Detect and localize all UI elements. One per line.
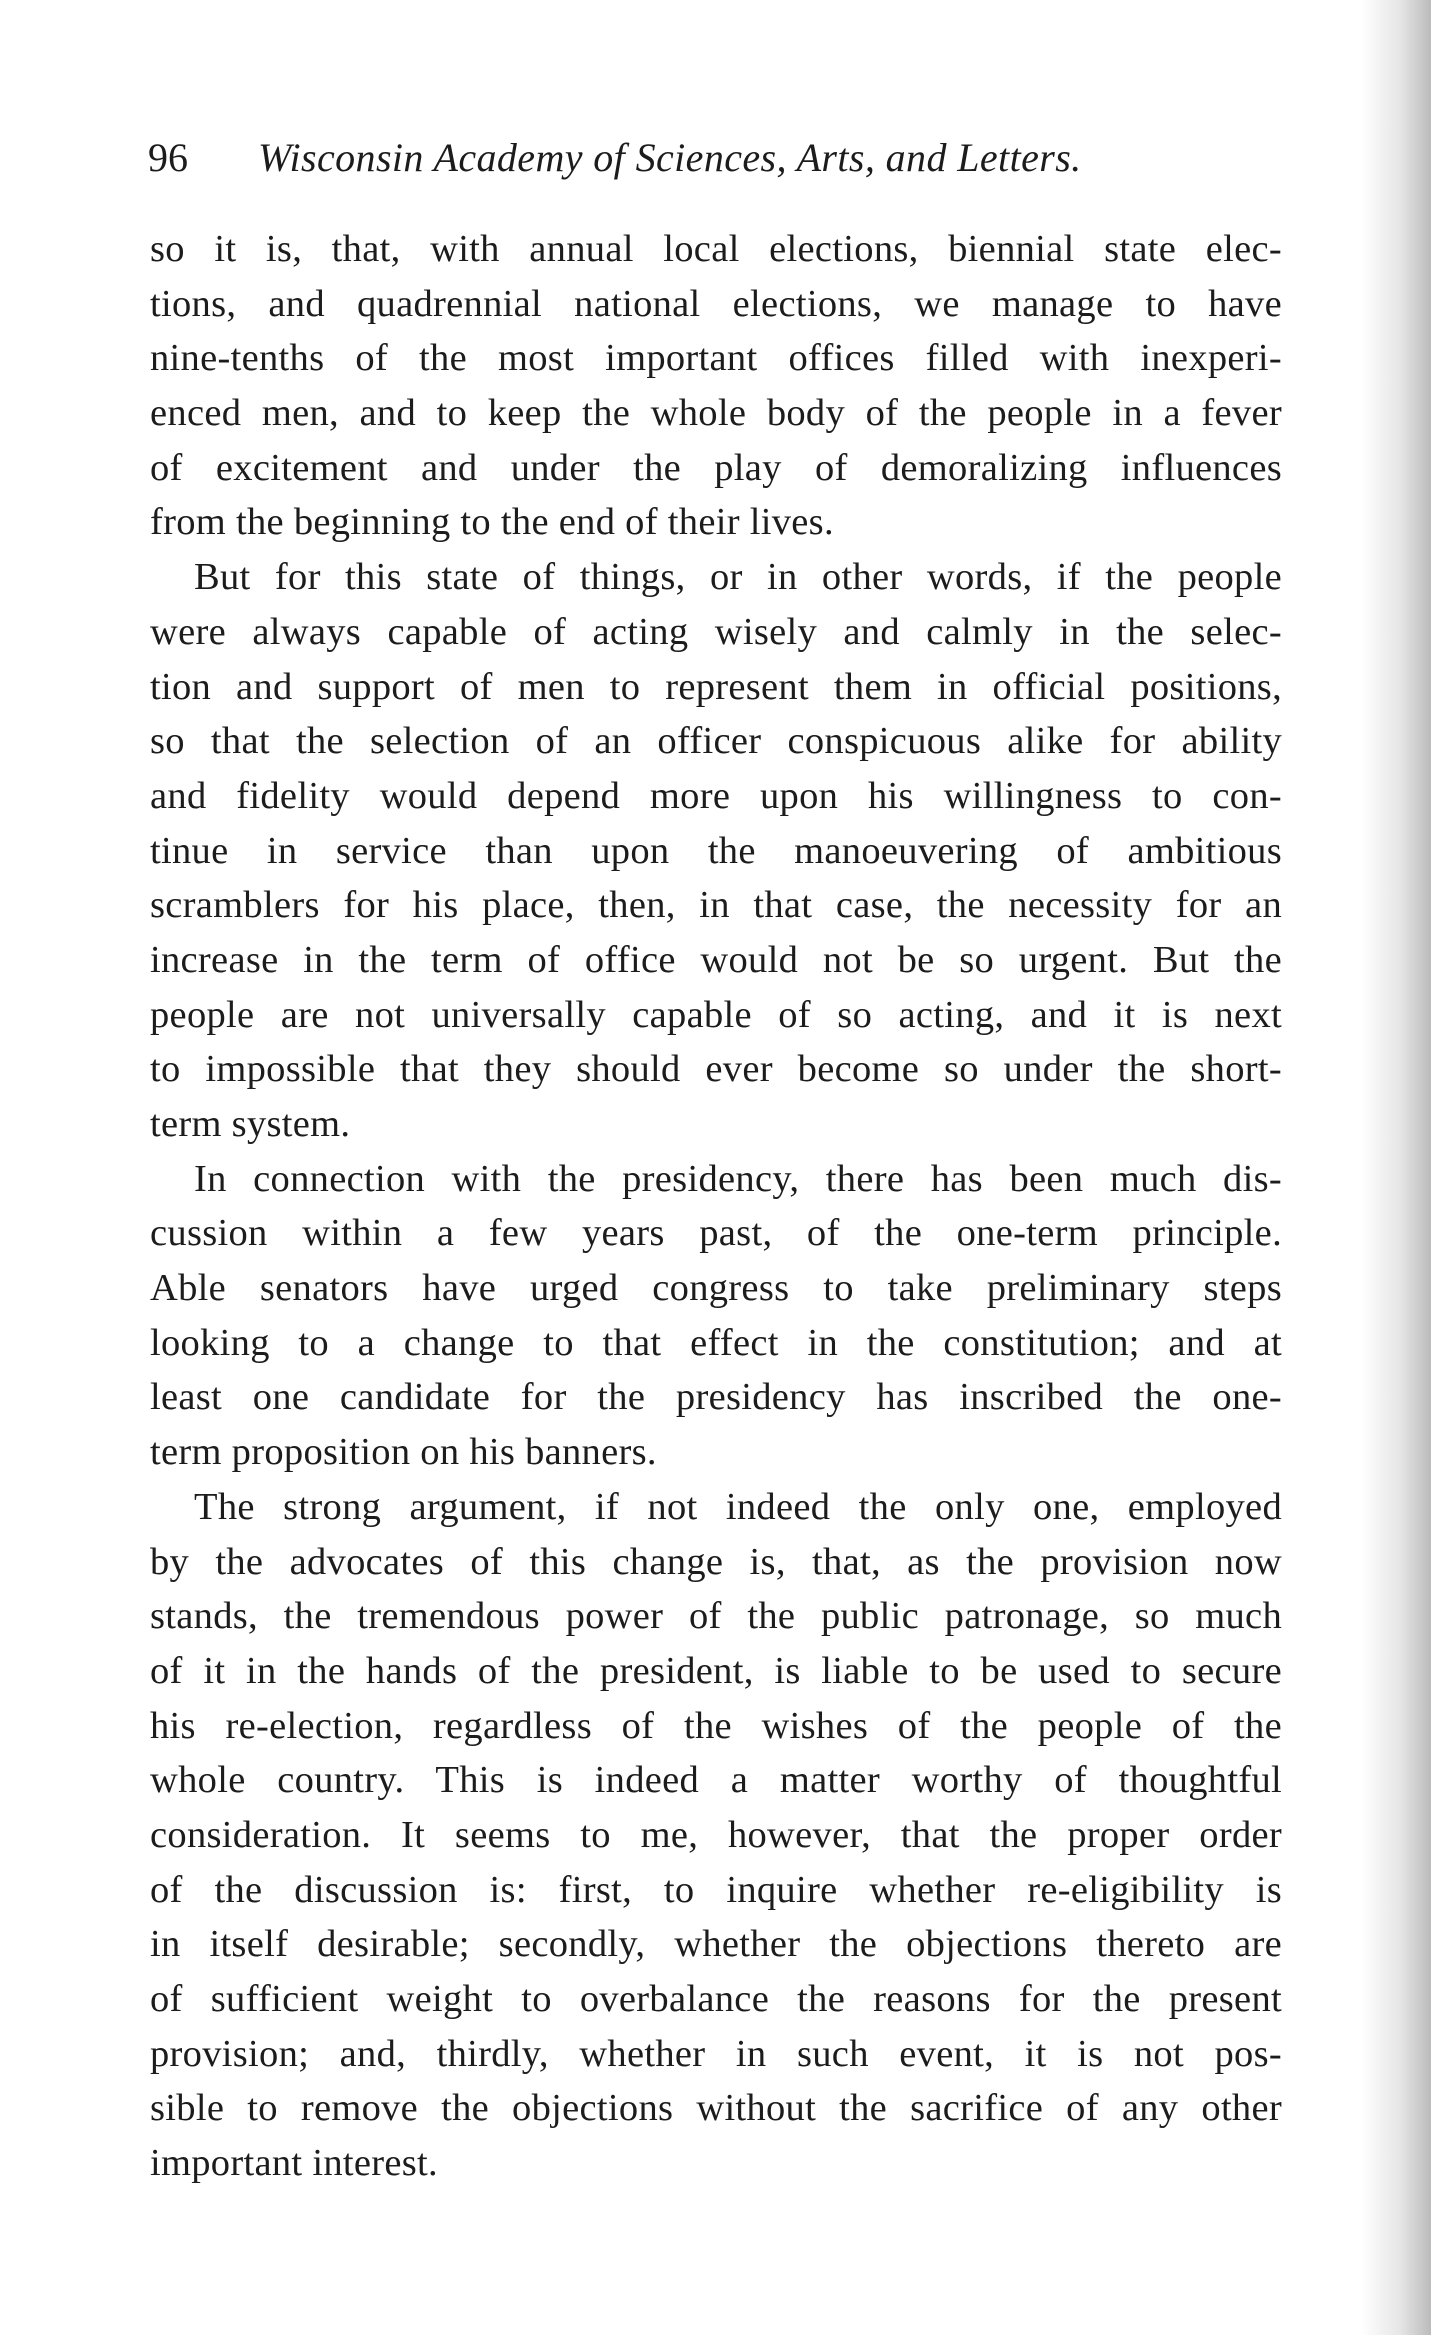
text-line: tinue in service than upon the manoeuvering of ambitious bbox=[150, 829, 1282, 872]
text-line: to impossible that they should ever become so under the short- bbox=[150, 1048, 1282, 1091]
text-line: term system. bbox=[150, 1103, 351, 1145]
text-line: of sufficient weight to overbalance the reasons for the present bbox=[150, 1978, 1282, 2020]
text-line: so that the selection of an officer conspicuous alike for ability bbox=[150, 720, 1282, 763]
text-line: and fidelity would depend more upon his willingness to con- bbox=[150, 774, 1282, 817]
paragraph-3 bbox=[150, 1152, 1282, 1480]
text-line: of it in the hands of the president, is liable to be used to secure bbox=[150, 1649, 1282, 1692]
text-line: stands, the tremendous power of the public patronage, so much bbox=[150, 1595, 1282, 1638]
text-line: important interest. bbox=[150, 2142, 438, 2185]
text-line: tion and support of men to represent them in official positions, bbox=[150, 665, 1282, 708]
paragraph-1 bbox=[150, 222, 1282, 550]
text-line: tions, and quadrennial national elections, we manage to have bbox=[150, 282, 1282, 325]
text-line: whole country. This is indeed a matter worthy of thoughtful bbox=[150, 1759, 1282, 1802]
text-line: scramblers for his place, then, in that case, the necessity for an bbox=[150, 884, 1282, 927]
body-text bbox=[150, 222, 1282, 2191]
text-line: consideration. It seems to me, however, that the proper order bbox=[150, 1813, 1282, 1856]
text-line: looking to a change to that effect in the constitution; and at bbox=[150, 1321, 1282, 1364]
text-line: in itself desirable; secondly, whether the objections thereto are bbox=[150, 1923, 1282, 1966]
text-line: from the beginning to the end of their lives. bbox=[150, 501, 834, 544]
text-line: increase in the term of office would not be so urgent. But the bbox=[150, 938, 1282, 981]
journal-title: Wisconsin Academy of Sciences, Arts, and Letters. bbox=[258, 135, 1082, 180]
text-line: so it is, that, with annual local elections, biennial state elec- bbox=[150, 228, 1282, 270]
text-line: provision; and, thirdly, whether in such event, it is not pos- bbox=[150, 2032, 1282, 2075]
text-line: of the discussion is: first, to inquire whether re-eligibility is bbox=[150, 1868, 1282, 1911]
text-line: cussion within a few years past, of the one-term principle. bbox=[150, 1212, 1282, 1255]
paragraph-2 bbox=[150, 550, 1282, 1152]
text-line: by the advocates of this change is, that, as the provision now bbox=[150, 1540, 1282, 1583]
text-line: enced men, and to keep the whole body of the people in a fever bbox=[150, 392, 1282, 435]
text-line: nine-tenths of the most important offices filled with inexperi- bbox=[150, 337, 1282, 380]
page-number: 96 bbox=[148, 135, 188, 180]
text-line: Able senators have urged congress to take preliminary steps bbox=[150, 1267, 1282, 1310]
text-line: of excitement and under the play of demoralizing influences bbox=[150, 446, 1282, 489]
text-line: But for this state of things, or in other words, if the people bbox=[194, 556, 1282, 599]
running-head bbox=[148, 128, 1288, 188]
text-line: were always capable of acting wisely and calmly in the selec- bbox=[150, 610, 1282, 653]
text-line: term proposition on his banners. bbox=[150, 1431, 657, 1474]
text-line: The strong argument, if not indeed the only one, employed bbox=[194, 1485, 1282, 1528]
paragraph-4 bbox=[150, 1480, 1282, 2191]
binding-shadow bbox=[1361, 0, 1431, 2335]
text-line: people are not universally capable of so acting, and it is next bbox=[150, 993, 1282, 1036]
text-line: sible to remove the objections without the sacrifice of any other bbox=[150, 2087, 1282, 2130]
text-line: his re-election, regardless of the wishes of the people of the bbox=[150, 1704, 1282, 1747]
text-line: In connection with the presidency, there has been much dis- bbox=[194, 1157, 1282, 1200]
text-line: least one candidate for the presidency has inscribed the one- bbox=[150, 1376, 1282, 1419]
